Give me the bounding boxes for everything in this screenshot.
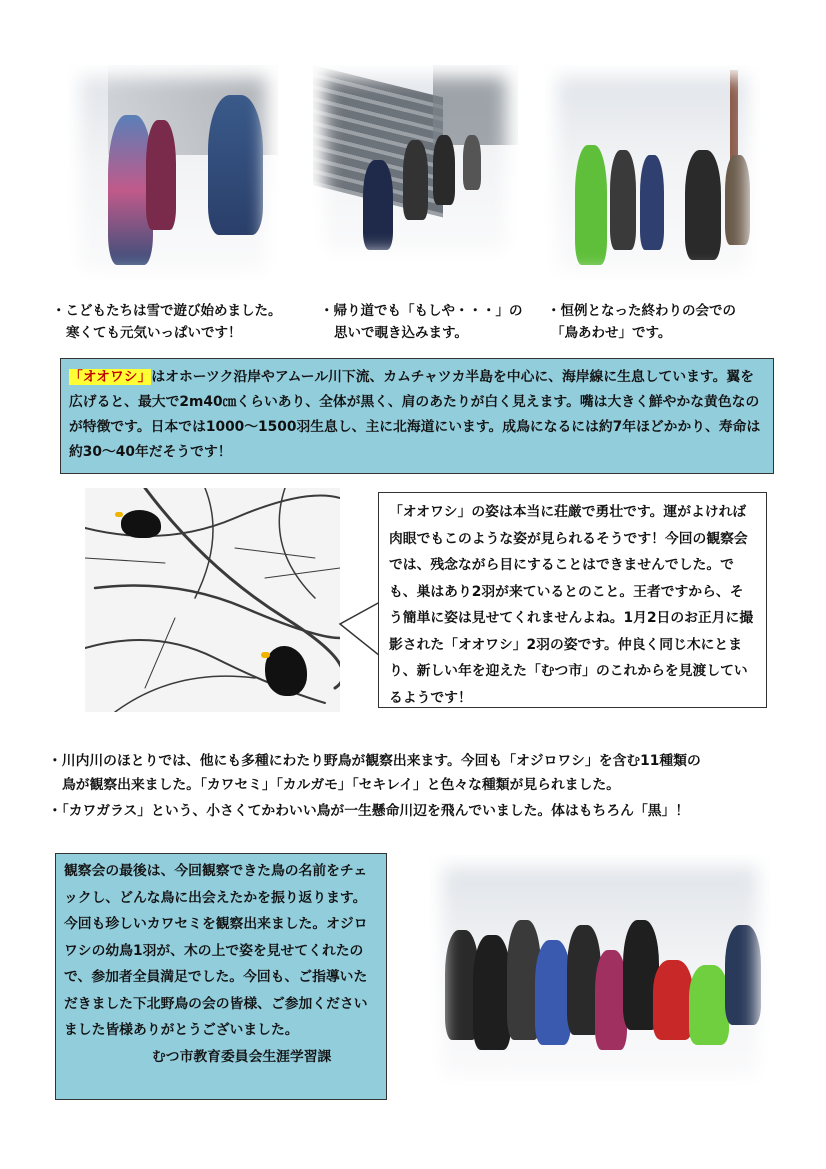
photo-closing-meeting bbox=[545, 65, 760, 285]
eagle-upper bbox=[121, 510, 161, 538]
bullet-line: ・「カワガラス」という、小さくてかわいい鳥が一生懸命川辺を飛んでいました。体はもちろん「黒」！ bbox=[48, 803, 690, 819]
speech-bubble-text: 「オオワシ」の姿は本当に荘厳で勇壮です。運がよければ肉眼でもこのような姿が見られるそうです！今回の観察会では、残念ながら目にすることはできませんでした。でも、巣はあり2羽が来ているとのこと。王者ですから、そう簡単に姿は見せてくれませんよね。1月2日のお正月に撮影された「オオワシ」2羽の姿です。仲良く同じ木にとまり、新しい年を迎えた「むつ市」のこれからを見渡しているようです！ bbox=[389, 504, 754, 706]
photo-group bbox=[430, 855, 770, 1090]
info-text: はオホーツク沿岸やアムール川下流、カムチャツカ半島を中心に、海岸線に生息しています。翼を広げると、最大で2m40㎝くらいあり、全体が黒く、肩のあたりが白く見えます。嘴は大きく鮮やかな黄色なのが特徴です。日本では1000～1500羽生息し、主に北海道にいます。成鳥になるには約7年ほどかかり、寿命は約30～40年だそうです！ bbox=[69, 369, 761, 460]
caption-line: 寒くても元気いっぱいです！ bbox=[66, 325, 242, 341]
caption-line: 「鳥あわせ」です。 bbox=[551, 325, 672, 341]
highlighted-bird-name: 「オオワシ」 bbox=[69, 369, 152, 385]
caption-closing-meeting bbox=[547, 300, 736, 344]
caption-line: ・帰り道でも「もしや・・・」の bbox=[320, 303, 523, 319]
bullet-bird-species bbox=[48, 750, 701, 797]
caption-walking-back bbox=[320, 300, 523, 344]
photo-walking-along-fence bbox=[313, 65, 518, 265]
signature: むつ市教育委員会生涯学習課 bbox=[152, 1048, 332, 1065]
eagle-speech-bubble bbox=[378, 492, 767, 708]
bullet-brown-dipper bbox=[48, 800, 689, 824]
caption-line: 思いで覗き込みます。 bbox=[334, 325, 468, 341]
steller-sea-eagle-info-box bbox=[60, 358, 774, 474]
bullet-line: 鳥が観察出来ました。「カワセミ」「カルガモ」「セキレイ」と色々な種類が見られました。 bbox=[62, 776, 620, 793]
photo-children-playing-snow bbox=[68, 65, 278, 285]
caption-children-playing bbox=[52, 300, 282, 344]
photo-eagles-in-tree bbox=[85, 488, 340, 712]
closing-message-box bbox=[55, 853, 387, 1100]
closing-text: 観察会の最後は、今回観察できた鳥の名前をチェックし、どんな鳥に出会えたかを振り返ります。今回も珍しいカワセミを観察出来ました。オジロワシの幼鳥1羽が、木の上で姿を見せてくれたので、参加者全員満足でした。今回も、ご指導いただきました下北野鳥の会の皆様、ご参加くださいました皆様ありがとうございました。 bbox=[64, 863, 368, 1038]
caption-line: ・恒例となった終わりの会での bbox=[547, 303, 736, 319]
caption-line: ・こどもたちは雪で遊び始めました。 bbox=[52, 303, 282, 319]
speech-bubble-tail bbox=[338, 600, 382, 660]
bullet-line: ・川内川のほとりでは、他にも多種にわたり野鳥が観察出来ます。今回も「オジロワシ」を含む11種類の bbox=[48, 753, 701, 769]
